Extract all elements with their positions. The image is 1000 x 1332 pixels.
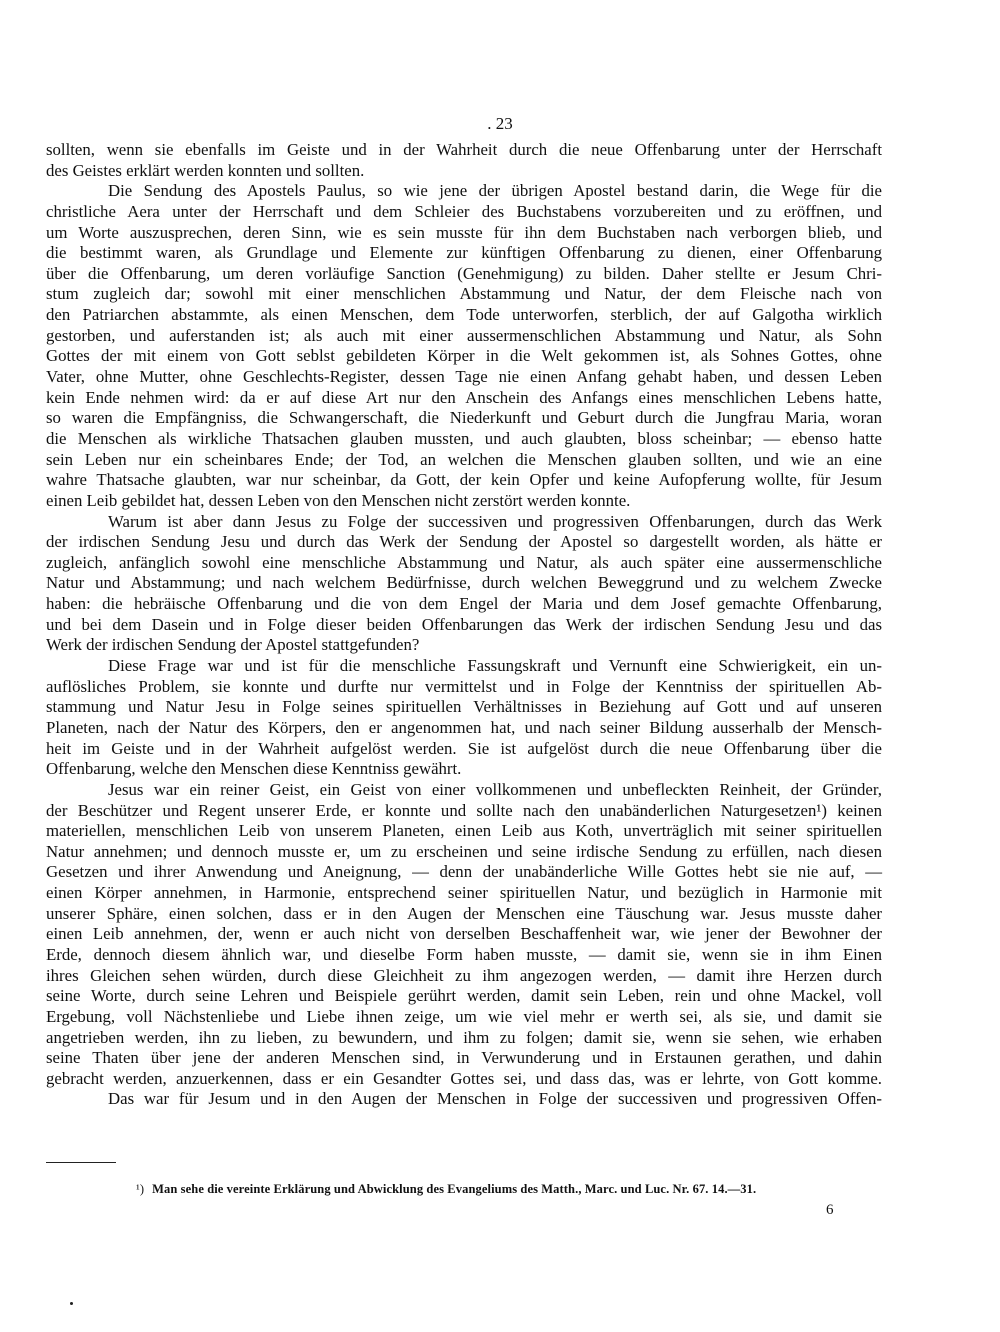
text-line: den Patriarchen abstammte, als einen Menschen, dem Tode unterworfen, sterblich, der auf Galgotha wirklich [46,305,882,325]
text-line: wahre Thatsache glaubten, war nur scheinbar, da Gott, der kein Opfer und keine Aufopferung wollte, für Jesum [46,470,882,490]
text-line: Planeten, nach der Natur des Körpers, den er angenommen hat, und nach seiner Bildung ausserhalb der Mensch- [46,717,882,737]
text-line: Gottes der mit einem von Gott seblst gebildeten Körper in die Welt gekommen ist, als Sohnes Gottes, ohne [46,346,882,366]
footnote-rule [46,1162,116,1163]
text-line: christliche Aera unter der Herrschaft und dem Schleier des Buchstabens vorzubereiten und zu eröffnen, und [46,201,882,221]
text-line: seine Worte, durch seine Lehren und Beispiele gerührt werden, damit sein Leben, rein und ohne Mackel, voll [46,986,882,1006]
text-line: Ergebung, voll Nächstenliebe und Liebe ihnen zeige, um wie viel mehr er werth sei, als sie, und damit sie [46,1006,882,1026]
text-line: Vater, ohne Mutter, ohne Geschlechts-Register, dessen Tage nie einen Anfang gehabt haben, und dessen Leben [46,367,882,387]
text-line: des Geistes erklärt werden konnten und sollten. [46,160,365,180]
text-line: über die Offenbarung, um deren vorläufige Sanction (Genehmigung) zu bilden. Daher stellte er Jesum Chri- [46,263,882,283]
text-line: Offenbarung, welche den Menschen diese Kenntniss gewährt. [46,759,462,779]
footnote-text: Man sehe die vereinte Erklärung und Abwicklung des Evangeliums des Matth., Marc. und Luc. Nr. 67. 14.—31. [152,1182,757,1196]
text-line: zugleich, anfänglich sowohl eine menschliche Abstammung und Natur, als auch später eine aussermenschliche [46,552,882,572]
signature-mark: 6 [826,1202,834,1218]
text-line: auflösliches Problem, sie konnte und durfte nur vermittelst und in Folge der Kenntniss der spirituellen Ab- [46,676,882,696]
text-line: gebracht werden, anzuerkennen, dass er ein Gesandter Gottes sei, und dass das, was er lehrte, von Gott komme. [46,1068,882,1088]
text-line: so waren die Empfängniss, die Schwangerschaft, die Niederkunft und Geburt durch die Jungfrau Maria, woran [46,408,882,428]
text-line: die bestimmt waren, als Grundlage und Elemente zur künftigen Offenbarung zu dienen, einer Offenbarung [46,243,882,263]
text-line: der Beschützer und Regent unserer Erde, er konnte und sollte nach den unabänderlichen Naturgesetzen¹) keinen [46,800,882,820]
text-line: sein Leben nur ein scheinbares Ende; der Tod, an welchen die Menschen glauben sollten, und wie an eine [46,449,882,469]
body-text [46,140,882,1110]
text-line: kein Ende nehmen wird: da er auf diese Art nur den Anschein des Anfangs eines menschlichen Lebens hatte, [46,387,882,407]
text-line: angetrieben werden, ihn zu lieben, zu bewundern, und ihm zu folgen; damit sie, wenn sie sehen, wie erhaben [46,1027,882,1047]
footnote-mark: ¹) [136,1182,145,1196]
text-line: Jesus war ein reiner Geist, ein Geist von einer vollkommenen und unbefleckten Reinheit, der Gründer, [108,779,882,799]
text-line: stum zugleich dar; sowohl mit einer menschlichen Abstammung und Natur, der dem Fleische nach von [46,284,882,304]
text-line: einen Körper annehmen, in Harmonie, entsprechend seiner spirituellen Natur, und bezüglich in Harmonie mit [46,883,882,903]
text-line: gestorben, und auferstanden ist; als auch mit einer aussermenschlichen Abstammung und Natur, als Sohn [46,325,882,345]
text-line: Natur annehmen; und dennoch musste er, um zu erscheinen und seine irdische Sendung zu erfüllen, nach diesen [46,841,882,861]
text-line: um Worte auszusprechen, deren Sinn, wie es sein musste für ihn dem Buchstaben nach verborgen blieb, und [46,222,882,242]
text-line: heit im Geiste und in der Wahrheit aufgelöst werden. Sie ist aufgelöst durch die neue Offenbarung über die [46,738,882,758]
text-line: die Menschen als wirkliche Thatsachen glauben mussten, und auch glaubten, bloss scheinbar; — ebenso hatte [46,428,882,448]
text-line: stammung und Natur Jesu in Folge seines spirituellen Verhältnisses in Beziehung auf Gott und auf unseren [46,697,882,717]
text-line: Warum ist aber dann Jesus zu Folge der successiven und progressiven Offenbarungen, durch das Werk [108,511,882,531]
text-line: Diese Frage war und ist für die menschliche Fassungskraft und Vernunft eine Schwierigkeit, ein un- [108,656,882,676]
text-line: der irdischen Sendung Jesu und durch das Werk der Sendung der Apostel so dargestellt worden, als hätte er [46,532,882,552]
speck [70,1302,73,1305]
text-line: Natur und Abstammung; und nach welchem Bedürfnisse, durch welchen Beweggrund und zu welchem Zwecke [46,573,882,593]
text-line: und bei dem Dasein und in Folge dieser beiden Offenbarungen das Werk der irdischen Sendung Jesu und das [46,614,882,634]
text-line: materiellen, menschlichen Leib von unserem Planeten, einen Leib aus Koth, unverträglich mit seiner spirituellen [46,821,882,841]
text-line: ihres Gleichen sehen würden, durch diese Gleichheit zu ihm angezogen werden, — damit ihre Herzen durch [46,965,882,985]
text-line: einen Leib gebildet hat, dessen Leben von den Menschen nicht zerstört werden konnte. [46,490,631,510]
text-line: haben: die hebräische Offenbarung und die von dem Engel der Maria und dem Josef gemachte Offenbarung, [46,594,882,614]
text-line: Gesetzen und ihrer Anwendung und Aneignung, — denn der unabänderliche Wille Gottes hebt sie nie auf, — [46,862,882,882]
text-line: unserer Sphäre, einen solchen, dass er in den Augen der Menschen eine Täuschung war. Jesus musste daher [46,903,882,923]
text-line: Erde, dennoch diesem ähnlich war, und dieselbe Form haben musste, — damit sie, wenn sie in ihm Einen [46,944,882,964]
text-line: sollten, wenn sie ebenfalls im Geiste und in der Wahrheit durch die neue Offenbarung unter der Herrschaft [46,140,882,159]
footnote [136,1182,756,1197]
text-line: seine Thaten über jene der anderen Menschen sind, in Verwunderung und in Erstaunen gerathen, und dahin [46,1048,882,1068]
text-line: Die Sendung des Apostels Paulus, so wie jene der übrigen Apostel bestand darin, die Wege für die [108,181,882,201]
text-line: Das war für Jesum und in den Augen der Menschen in Folge der successiven und progressiven Offen- [108,1089,882,1109]
page-number: . 23 [487,114,513,133]
text-line: Werk der irdischen Sendung der Apostel stattgefunden? [46,635,420,655]
text-line: einen Leib annehmen, der, wenn er auch nicht von derselben Beschaffenheit war, wie jener der Bewohner der [46,924,882,944]
